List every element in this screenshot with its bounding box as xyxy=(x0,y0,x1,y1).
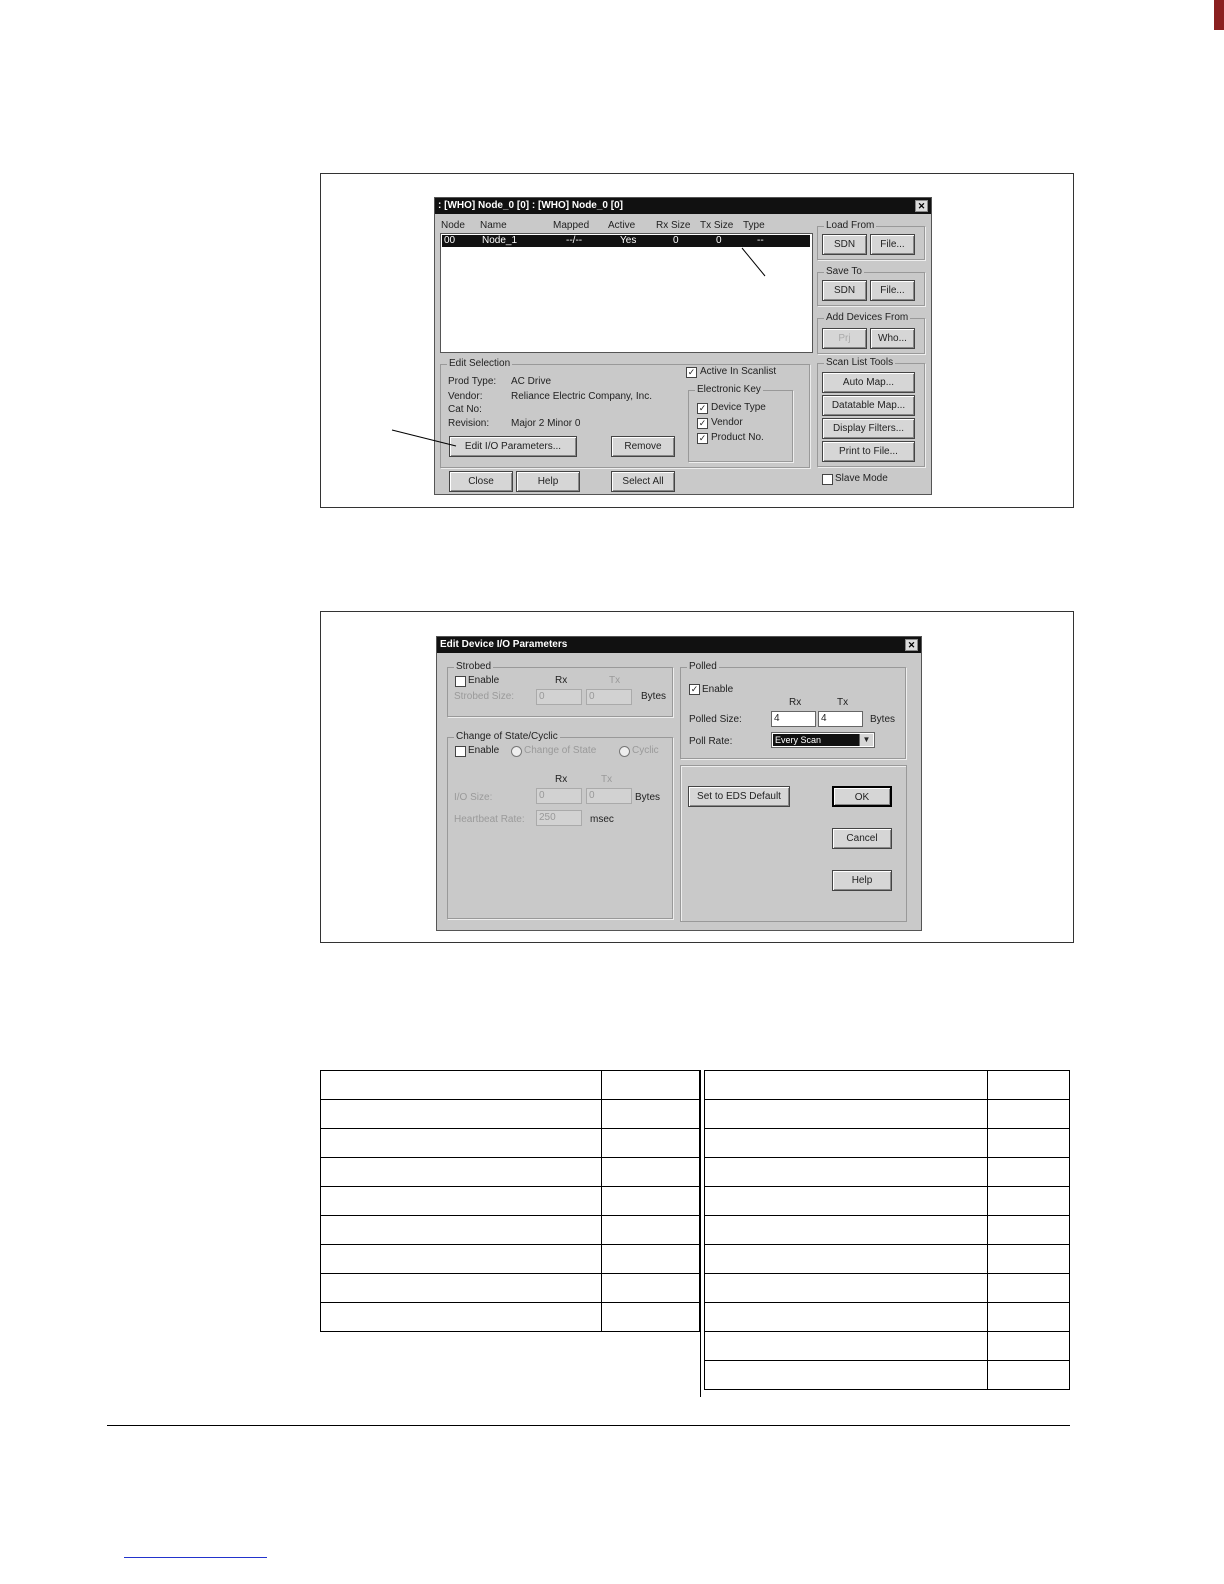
product-no-checkbox[interactable]: ✓ xyxy=(698,433,707,443)
heartbeat-rate-label: Heartbeat Rate: xyxy=(454,814,525,825)
right-empty-table xyxy=(704,1070,1070,1390)
table-cell xyxy=(988,1332,1070,1361)
table-cell xyxy=(321,1303,602,1332)
edit-io-parameters-button[interactable]: Edit I/O Parameters... xyxy=(449,436,577,457)
table-cell xyxy=(705,1158,988,1187)
device-type-label: Device Type xyxy=(711,402,766,413)
strobed-tx-header: Tx xyxy=(609,675,621,686)
active-in-scanlist-label: Active In Scanlist xyxy=(700,366,777,377)
table-cell xyxy=(321,1129,602,1158)
strobed-rx-header: Rx xyxy=(555,675,568,686)
remove-button[interactable]: Remove xyxy=(611,436,675,457)
col-header-active[interactable]: Active xyxy=(608,220,636,231)
revision-value: Major 2 Minor 0 xyxy=(511,418,581,429)
device-type-checkbox[interactable]: ✓ xyxy=(698,403,707,413)
table-row xyxy=(321,1187,700,1216)
table-cell xyxy=(602,1129,700,1158)
table-cell xyxy=(321,1187,602,1216)
close-icon[interactable]: ✕ xyxy=(905,639,918,651)
table-cell xyxy=(705,1332,988,1361)
table-row xyxy=(321,1245,700,1274)
revision-label: Revision: xyxy=(448,418,490,429)
change-of-state-label: Change of State xyxy=(524,745,597,756)
vendor-key-label: Vendor xyxy=(711,417,743,428)
table-cell xyxy=(321,1245,602,1274)
prod-type-value: AC Drive xyxy=(511,376,552,387)
table-cell xyxy=(602,1158,700,1187)
save-to-caption: Save To xyxy=(826,266,862,277)
table-cell xyxy=(602,1071,700,1100)
cos-tx-field[interactable]: 0 xyxy=(586,788,632,804)
scan-list-tools-caption: Scan List Tools xyxy=(826,357,894,368)
cos-enable-checkbox[interactable] xyxy=(455,746,466,757)
table-cell xyxy=(988,1245,1070,1274)
table-row xyxy=(321,1129,700,1158)
polled-caption: Polled xyxy=(689,661,717,672)
polled-rx-field[interactable]: 4 xyxy=(771,711,816,727)
datatable-map-button[interactable]: Datatable Map... xyxy=(822,395,915,416)
cos-caption: Change of State/Cyclic xyxy=(456,731,558,742)
strobed-size-label: Strobed Size: xyxy=(454,691,515,702)
callout-line-edit-io xyxy=(392,430,456,446)
polled-size-label: Polled Size: xyxy=(689,714,742,725)
edit-io-dialog xyxy=(436,636,922,931)
prod-type-label: Prod Type: xyxy=(448,376,497,387)
cancel-button[interactable]: Cancel xyxy=(832,828,892,849)
load-file-button[interactable]: File... xyxy=(870,234,915,255)
strobed-rx-field[interactable]: 0 xyxy=(536,689,582,705)
strobed-tx-field[interactable]: 0 xyxy=(586,689,632,705)
table-row xyxy=(321,1274,700,1303)
load-from-caption: Load From xyxy=(826,220,875,231)
table-cell xyxy=(705,1303,988,1332)
add-prj-button[interactable]: Prj xyxy=(822,328,867,349)
table-cell xyxy=(705,1100,988,1129)
strobed-caption: Strobed xyxy=(456,661,492,672)
row-node: 00 xyxy=(444,235,456,246)
add-who-button[interactable]: Who... xyxy=(870,328,915,349)
row-tx-size: 0 xyxy=(716,235,722,246)
page-edge-bar xyxy=(1214,0,1224,30)
table-cell xyxy=(988,1071,1070,1100)
polled-enable-label: Enable xyxy=(702,684,734,695)
table-row xyxy=(321,1216,700,1245)
table-cell xyxy=(602,1303,700,1332)
io-size-label: I/O Size: xyxy=(454,792,493,803)
table-cell xyxy=(705,1129,988,1158)
slave-mode-label: Slave Mode xyxy=(835,473,888,484)
table-cell xyxy=(602,1100,700,1129)
table-cell xyxy=(321,1158,602,1187)
col-header-mapped[interactable]: Mapped xyxy=(553,220,590,231)
scanlist-title-text: : [WHO] Node_0 [0] : [WHO] Node_0 [0] xyxy=(438,200,623,211)
table-cell xyxy=(705,1245,988,1274)
select-all-button[interactable]: Select All xyxy=(611,471,675,492)
table-cell xyxy=(321,1216,602,1245)
poll-rate-value: Every Scan xyxy=(773,734,860,746)
table-cell xyxy=(705,1274,988,1303)
table-cell xyxy=(705,1216,988,1245)
change-of-state-radio[interactable] xyxy=(511,746,522,757)
add-devices-caption: Add Devices From xyxy=(826,312,909,323)
table-row xyxy=(705,1071,1070,1100)
cat-no-label: Cat No: xyxy=(448,404,482,415)
vendor-value: Reliance Electric Company, Inc. xyxy=(511,391,652,402)
edit-io-title-text: Edit Device I/O Parameters xyxy=(440,639,568,650)
set-eds-default-button[interactable]: Set to EDS Default xyxy=(688,786,790,807)
col-header-node[interactable]: Node xyxy=(441,220,465,231)
cos-group xyxy=(447,731,673,919)
polled-tx-field[interactable]: 4 xyxy=(818,711,863,727)
save-sdn-button[interactable]: SDN xyxy=(822,280,867,301)
display-filters-button[interactable]: Display Filters... xyxy=(822,418,915,439)
table-cell xyxy=(988,1100,1070,1129)
row-mapped: --/-- xyxy=(566,235,583,246)
help-button[interactable]: Help xyxy=(832,870,892,891)
table-cell xyxy=(705,1361,988,1390)
table-row xyxy=(705,1303,1070,1332)
msec-label: msec xyxy=(590,814,614,825)
table-row xyxy=(705,1361,1070,1390)
help-button[interactable]: Help xyxy=(516,471,580,492)
table-cell xyxy=(602,1216,700,1245)
electronic-key-caption: Electronic Key xyxy=(697,384,761,395)
col-header-tx-size[interactable]: Tx Size xyxy=(700,220,734,231)
table-row xyxy=(321,1100,700,1129)
table-row xyxy=(705,1158,1070,1187)
chevron-down-icon[interactable]: ▼ xyxy=(859,734,873,746)
table-row xyxy=(705,1187,1070,1216)
table-row xyxy=(321,1071,700,1100)
table-cell xyxy=(988,1303,1070,1332)
poll-rate-select[interactable] xyxy=(771,732,875,748)
cos-rx-header: Rx xyxy=(555,774,568,785)
ok-button[interactable]: OK xyxy=(832,786,892,807)
table-cell xyxy=(602,1274,700,1303)
table-row xyxy=(705,1245,1070,1274)
table-cell xyxy=(321,1071,602,1100)
load-sdn-button[interactable]: SDN xyxy=(822,234,867,255)
table-cell xyxy=(705,1187,988,1216)
strobed-enable-checkbox[interactable] xyxy=(455,676,466,687)
vendor-checkbox[interactable]: ✓ xyxy=(698,418,707,428)
active-in-scanlist-checkbox[interactable]: ✓ xyxy=(687,367,696,377)
table-row xyxy=(705,1129,1070,1158)
col-header-type[interactable]: Type xyxy=(743,220,765,231)
table-divider xyxy=(700,1070,701,1397)
cos-rx-field[interactable]: 0 xyxy=(536,788,582,804)
strobed-bytes-label: Bytes xyxy=(641,691,667,702)
print-to-file-button[interactable]: Print to File... xyxy=(822,441,915,462)
table-row xyxy=(705,1100,1070,1129)
cyclic-radio[interactable] xyxy=(619,746,630,757)
table-cell xyxy=(602,1245,700,1274)
polled-tx-header: Tx xyxy=(837,697,849,708)
table-cell xyxy=(988,1187,1070,1216)
edit-io-title xyxy=(437,637,921,653)
product-no-label: Product No. xyxy=(711,432,764,443)
table-cell xyxy=(321,1274,602,1303)
edit-selection-caption: Edit Selection xyxy=(449,358,511,369)
col-header-rx-size[interactable]: Rx Size xyxy=(656,220,691,231)
row-name: Node_1 xyxy=(482,235,518,246)
table-row xyxy=(321,1303,700,1332)
auto-map-button[interactable]: Auto Map... xyxy=(822,372,915,393)
row-type: -- xyxy=(757,235,764,246)
table-row xyxy=(321,1158,700,1187)
cos-bytes-label: Bytes xyxy=(635,792,661,803)
row-rx-size: 0 xyxy=(673,235,679,246)
table-cell xyxy=(988,1158,1070,1187)
close-button[interactable]: Close xyxy=(449,471,513,492)
close-icon[interactable]: ✕ xyxy=(915,200,928,212)
polled-enable-checkbox[interactable]: ✓ xyxy=(690,684,699,694)
table-row xyxy=(705,1216,1070,1245)
polled-bytes-label: Bytes xyxy=(870,714,896,725)
vendor-label: Vendor: xyxy=(448,391,483,402)
callout-line-type-column xyxy=(742,248,765,276)
heartbeat-rate-field[interactable]: 250 xyxy=(536,810,582,826)
table-cell xyxy=(988,1274,1070,1303)
table-cell xyxy=(988,1129,1070,1158)
cos-tx-header: Tx xyxy=(601,774,613,785)
left-empty-table xyxy=(320,1070,700,1332)
table-cell xyxy=(705,1071,988,1100)
table-cell xyxy=(988,1216,1070,1245)
table-cell xyxy=(602,1187,700,1216)
footer-link-underline[interactable] xyxy=(124,1557,267,1558)
table-cell xyxy=(988,1361,1070,1390)
table-cell xyxy=(321,1100,602,1129)
col-header-name[interactable]: Name xyxy=(480,220,507,231)
cos-enable-label: Enable xyxy=(468,745,500,756)
save-file-button[interactable]: File... xyxy=(870,280,915,301)
row-active: Yes xyxy=(620,235,637,246)
table-row xyxy=(705,1274,1070,1303)
table-row xyxy=(705,1332,1070,1361)
cyclic-label: Cyclic xyxy=(632,745,659,756)
footer-rule xyxy=(107,1425,1070,1426)
polled-rx-header: Rx xyxy=(789,697,802,708)
strobed-enable-label: Enable xyxy=(468,675,500,686)
poll-rate-label: Poll Rate: xyxy=(689,736,733,747)
